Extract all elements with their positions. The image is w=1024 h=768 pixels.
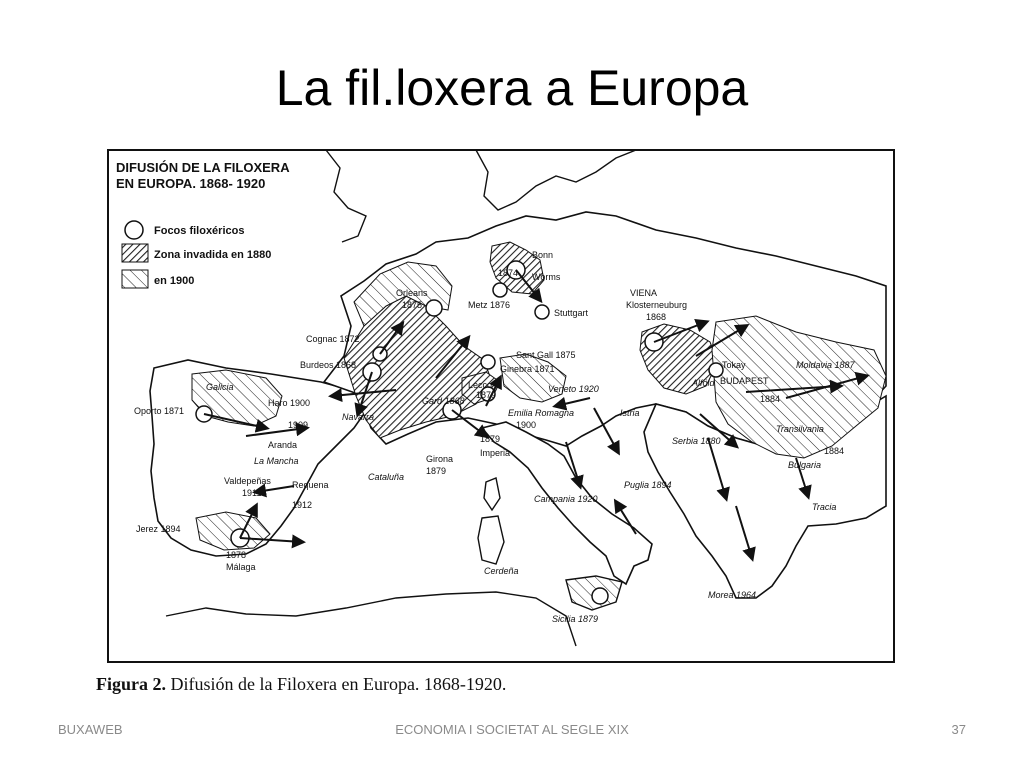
legend-focus-symbol <box>125 221 143 239</box>
label-klosterneuburg: Klosterneuburg <box>626 300 688 310</box>
phylloxera-map-figure <box>96 146 896 706</box>
label-stuttgart: Stuttgart <box>554 308 589 318</box>
focus-tokay <box>709 363 723 377</box>
label-worms: Worms <box>532 272 561 282</box>
slide-title: La fil.loxera a Europa <box>275 60 749 116</box>
europe-map <box>96 146 896 666</box>
label-1878: 1878 <box>226 550 247 560</box>
label-viena: VIENA <box>630 288 658 298</box>
label-galicia: Galicia <box>206 382 234 392</box>
label-santgall: Sant Gall 1875 <box>516 350 576 360</box>
legend-zone1880-swatch <box>122 244 148 262</box>
label-haro: Haro 1900 <box>268 398 311 408</box>
label-emilia: Emilia Romagna <box>508 408 575 418</box>
legend-zone1900-swatch <box>122 270 148 288</box>
legend-zone1900-label: en 1900 <box>154 275 195 287</box>
label-1884-bulgaria: 1884 <box>824 446 845 456</box>
label-jerez: Jerez 1894 <box>136 524 181 534</box>
label-1874: 1874 <box>498 268 519 278</box>
footer-course: ECONOMIA I SOCIETAT AL SEGLE XIX <box>395 722 629 737</box>
label-campania: Campania 1920 <box>534 494 598 504</box>
label-gard: Gard 1868 <box>422 396 465 406</box>
label-moldavia: Moldavia 1887 <box>796 360 855 370</box>
label-ginebra: Ginebra 1871 <box>500 364 555 374</box>
label-imperia: Imperia <box>480 448 511 458</box>
label-metz: Metz 1876 <box>468 300 511 310</box>
caption-text: Difusión de la Filoxera en Europa. 1868-1920. <box>166 674 507 694</box>
label-lecco: Lecco <box>468 380 493 390</box>
label-puglia: Puglia 1894 <box>624 480 672 490</box>
label-1879-girona: 1879 <box>426 466 447 476</box>
label-1879-lecco: 1879 <box>476 390 497 400</box>
focus-metz <box>493 283 507 297</box>
label-transilvania: Transilvania <box>776 424 824 434</box>
label-1900: 1900 <box>516 420 537 430</box>
label-alfold: Alföld <box>692 378 715 388</box>
focus-orleans <box>426 300 442 316</box>
footer-page-number: 37 <box>951 722 966 737</box>
label-veneto: Veneto 1920 <box>548 384 599 394</box>
map-heading-line1: DIFUSIÓN DE LA FILOXERA <box>116 160 290 175</box>
label-cerdena: Cerdeña <box>484 566 519 576</box>
label-tokay: Tokay <box>722 360 746 370</box>
focus-ginebra <box>481 355 495 369</box>
label-orleans: Orleans <box>396 288 428 298</box>
map-heading-line2: EN EUROPA. 1868- 1920 <box>116 176 266 191</box>
focus-sicilia <box>592 588 608 604</box>
label-serbia: Serbia 1880 <box>672 436 721 446</box>
caption-label: Figura 2. <box>96 674 166 694</box>
legend-zone1880-label: Zona invadida en 1880 <box>154 249 272 261</box>
label-bonn: Bonn <box>532 250 554 260</box>
label-girona: Girona <box>426 454 454 464</box>
label-navarra: Navarra <box>342 412 375 422</box>
label-sicilia: Sicilia 1879 <box>552 614 599 624</box>
label-burdeos: Burdeos 1868 <box>300 360 357 370</box>
label-lamancha: La Mancha <box>254 456 299 466</box>
label-requena: Requena <box>292 480 329 490</box>
label-catalunya: Cataluña <box>368 472 405 482</box>
label-1909: 1909 <box>288 420 309 430</box>
label-valdepenas: Valdepeñas <box>224 476 271 486</box>
label-tracia: Tracia <box>812 502 837 512</box>
label-cognac: Cognac 1872 <box>306 334 360 344</box>
label-1868-vienna: 1868 <box>646 312 667 322</box>
label-aranda: Aranda <box>268 440 298 450</box>
label-1875: 1875 <box>402 300 423 310</box>
label-1912: 1912 <box>292 500 313 510</box>
label-oporto: Oporto 1871 <box>134 406 185 416</box>
label-budapest: BUDAPEST <box>720 376 769 386</box>
label-malaga: Málaga <box>226 562 256 572</box>
focus-stuttgart <box>535 305 549 319</box>
label-istria: Istria <box>620 408 640 418</box>
footer-source: BUXAWEB <box>58 722 123 737</box>
label-morea: Morea 1964 <box>708 590 757 600</box>
label-1884-hungary: 1884 <box>760 394 781 404</box>
figure-caption <box>96 674 896 695</box>
label-1879-imperia: 1879 <box>480 434 501 444</box>
label-1911: 1911 <box>242 488 262 498</box>
legend-focus-label: Focos filoxéricos <box>154 225 245 237</box>
label-bulgaria: Bulgaria <box>788 460 822 470</box>
